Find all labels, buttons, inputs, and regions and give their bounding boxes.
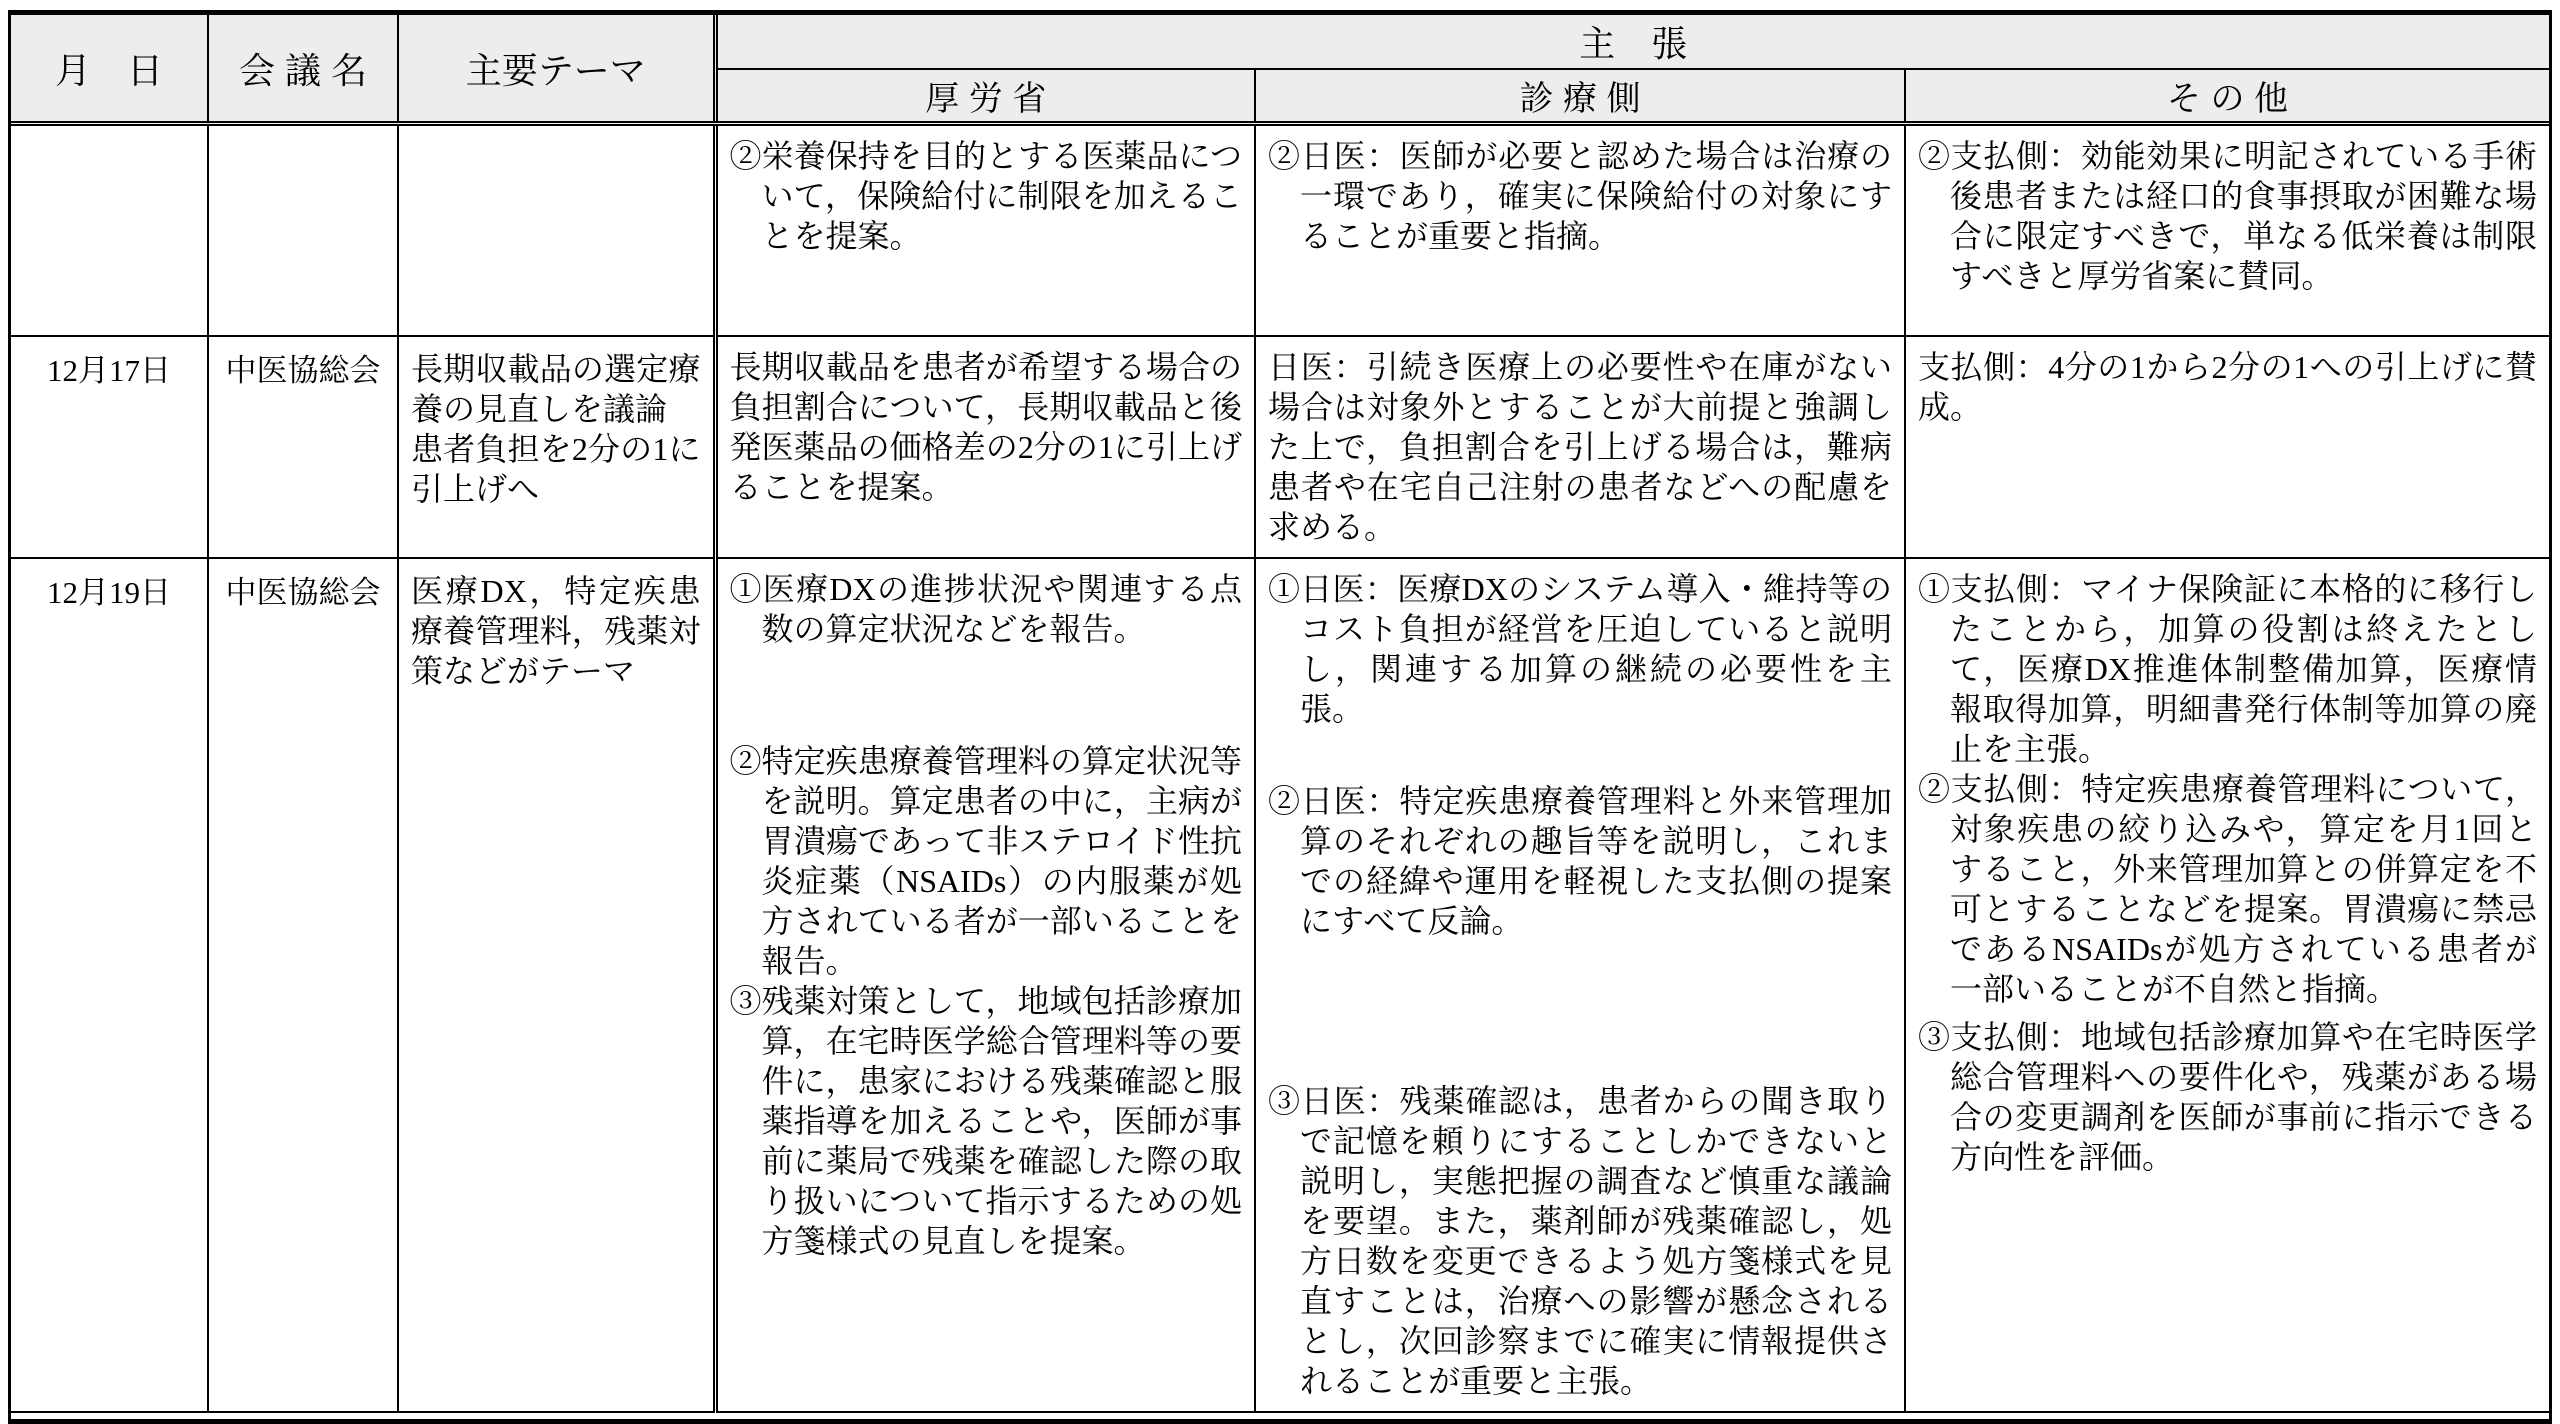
cell-meeting: 中医協総会 — [208, 336, 398, 558]
header-other: そ の 他 — [1905, 69, 2549, 124]
claim-item: ②支払側：効能効果に明記されている手術後患者または経口的食事摂取が困難な場合に限定すべきで，単なる低栄養は制限すべきと厚労省案に賛同。 — [1918, 138, 2537, 294]
table-header — [11, 15, 2549, 124]
theme-line: 患者負担を2分の1に引上げへ — [411, 430, 701, 507]
cell-medical — [1255, 558, 1905, 1412]
claim-item: ①支払側：マイナ保険証に本格的に移行したことから，加算の役割は終えたとして，医療DX推進体制整備加算，医療情報取得加算，明細書発行体制等加算の廃止を主張。 — [1918, 570, 2537, 767]
cell-meeting: 中医協総会 — [208, 558, 398, 1412]
header-claims: 主 張 — [715, 15, 2549, 69]
theme-line: 医療DX，特定疾患療養管理料，残薬対策などがテーマ — [411, 572, 701, 689]
claim-item: ②特定疾患療養管理料の算定状況等を説明。算定患者の中に，主病が胃潰瘍であって非ステロイド性抗炎症薬（NSAIDs）の内服薬が処方されている者が一部いることを報告。 — [729, 742, 1242, 979]
header-medical: 診 療 側 — [1255, 69, 1905, 124]
cell-mhlw — [715, 336, 1255, 558]
cell-mhlw — [715, 124, 1255, 336]
claim-item: ②日医：特定疾患療養管理料と外来管理加算のそれぞれの趣旨等を説明し，これまでの経緯や運用を軽視した支払側の提案にすべて反論。 — [1268, 782, 1892, 939]
cell-theme — [398, 558, 715, 1412]
cell-other — [1905, 336, 2549, 558]
cell-other — [1905, 558, 2549, 1412]
claim-item: ②支払側：特定疾患療養管理料について，対象疾患の絞り込みや，算定を月1回とすること，外来管理加算との併算定を不可とすることなどを提案。胃潰瘍に禁忌であるNSAIDsが処方されている患者が一部いることが不自然と指摘。 — [1918, 770, 2537, 1007]
claim-item: 支払側：4分の1から2分の1への引上げに賛成。 — [1918, 348, 2537, 425]
theme-line: 長期収載品の選定療養の見直しを議論 — [411, 350, 701, 427]
cell-date — [11, 124, 208, 336]
cell-theme — [398, 336, 715, 558]
cell-mhlw — [715, 558, 1255, 1412]
claim-item: ②日医：医師が必要と認めた場合は治療の一環であり，確実に保険給付の対象にすることが重要と指摘。 — [1268, 138, 1892, 254]
claim-item: ③支払側：地域包括診療加算や在宅時医学総合管理料への要件化や，残薬がある場合の変更調剤を医師が事前に指示できる方向性を評価。 — [1918, 1018, 2537, 1175]
cell-other — [1905, 124, 2549, 336]
cell-medical — [1255, 124, 1905, 336]
claim-item: 長期収載品を患者が希望する場合の負担割合について，長期収載品と後発医薬品の価格差の2分の1に引上げることを提案。 — [729, 348, 1242, 505]
cell-date: 12月17日 — [11, 336, 208, 558]
cell-theme — [398, 124, 715, 336]
header-date: 月 日 — [11, 15, 208, 124]
cell-date: 12月19日 — [11, 558, 208, 1412]
claim-item: ①医療DXの進捗状況や関連する点数の算定状況などを報告。 — [729, 570, 1242, 647]
header-theme: 主要テーマ — [398, 15, 715, 124]
table-frame — [8, 10, 2552, 1424]
table-row-dec19 — [11, 558, 2549, 1412]
claim-item: ②栄養保持を目的とする医薬品について，保険給付に制限を加えることを提案。 — [729, 138, 1242, 254]
table-row-continued — [11, 124, 2549, 336]
header-mhlw: 厚 労 省 — [715, 69, 1255, 124]
cell-meeting — [208, 124, 398, 336]
claim-item: ①日医：医療DXのシステム導入・維持等のコスト負担が経営を圧迫していると説明し，関連する加算の継続の必要性を主張。 — [1268, 570, 1892, 727]
header-meeting: 会 議 名 — [208, 15, 398, 124]
table-row-dec17 — [11, 336, 2549, 558]
claim-item: ③残薬対策として，地域包括診療加算，在宅時医学総合管理料等の要件に，患家における残薬確認と服薬指導を加えることや，医師が事前に薬局で残薬を確認した際の取り扱いについて指示するための処方箋様式の見直しを提案。 — [729, 982, 1242, 1259]
claim-item: 日医：引続き医療上の必要性や在庫がない場合は対象外とすることが大前提と強調した上で，負担割合を引上げる場合は，難病患者や在宅自己注射の患者などへの配慮を求める。 — [1268, 348, 1892, 545]
cell-medical — [1255, 336, 1905, 558]
claim-item: ③日医：残薬確認は，患者からの聞き取りで記憶を頼りにすることしかできないと説明し，実態把握の調査など慎重な議論を要望。また，薬剤師が残薬確認し，処方日数を変更できるよう処方箋様式を見直すことは，治療への影響が懸念されるとし，次回診察までに確実に情報提供されることが重要と主張。 — [1268, 1082, 1892, 1399]
meeting-claims-table — [11, 15, 2549, 1413]
